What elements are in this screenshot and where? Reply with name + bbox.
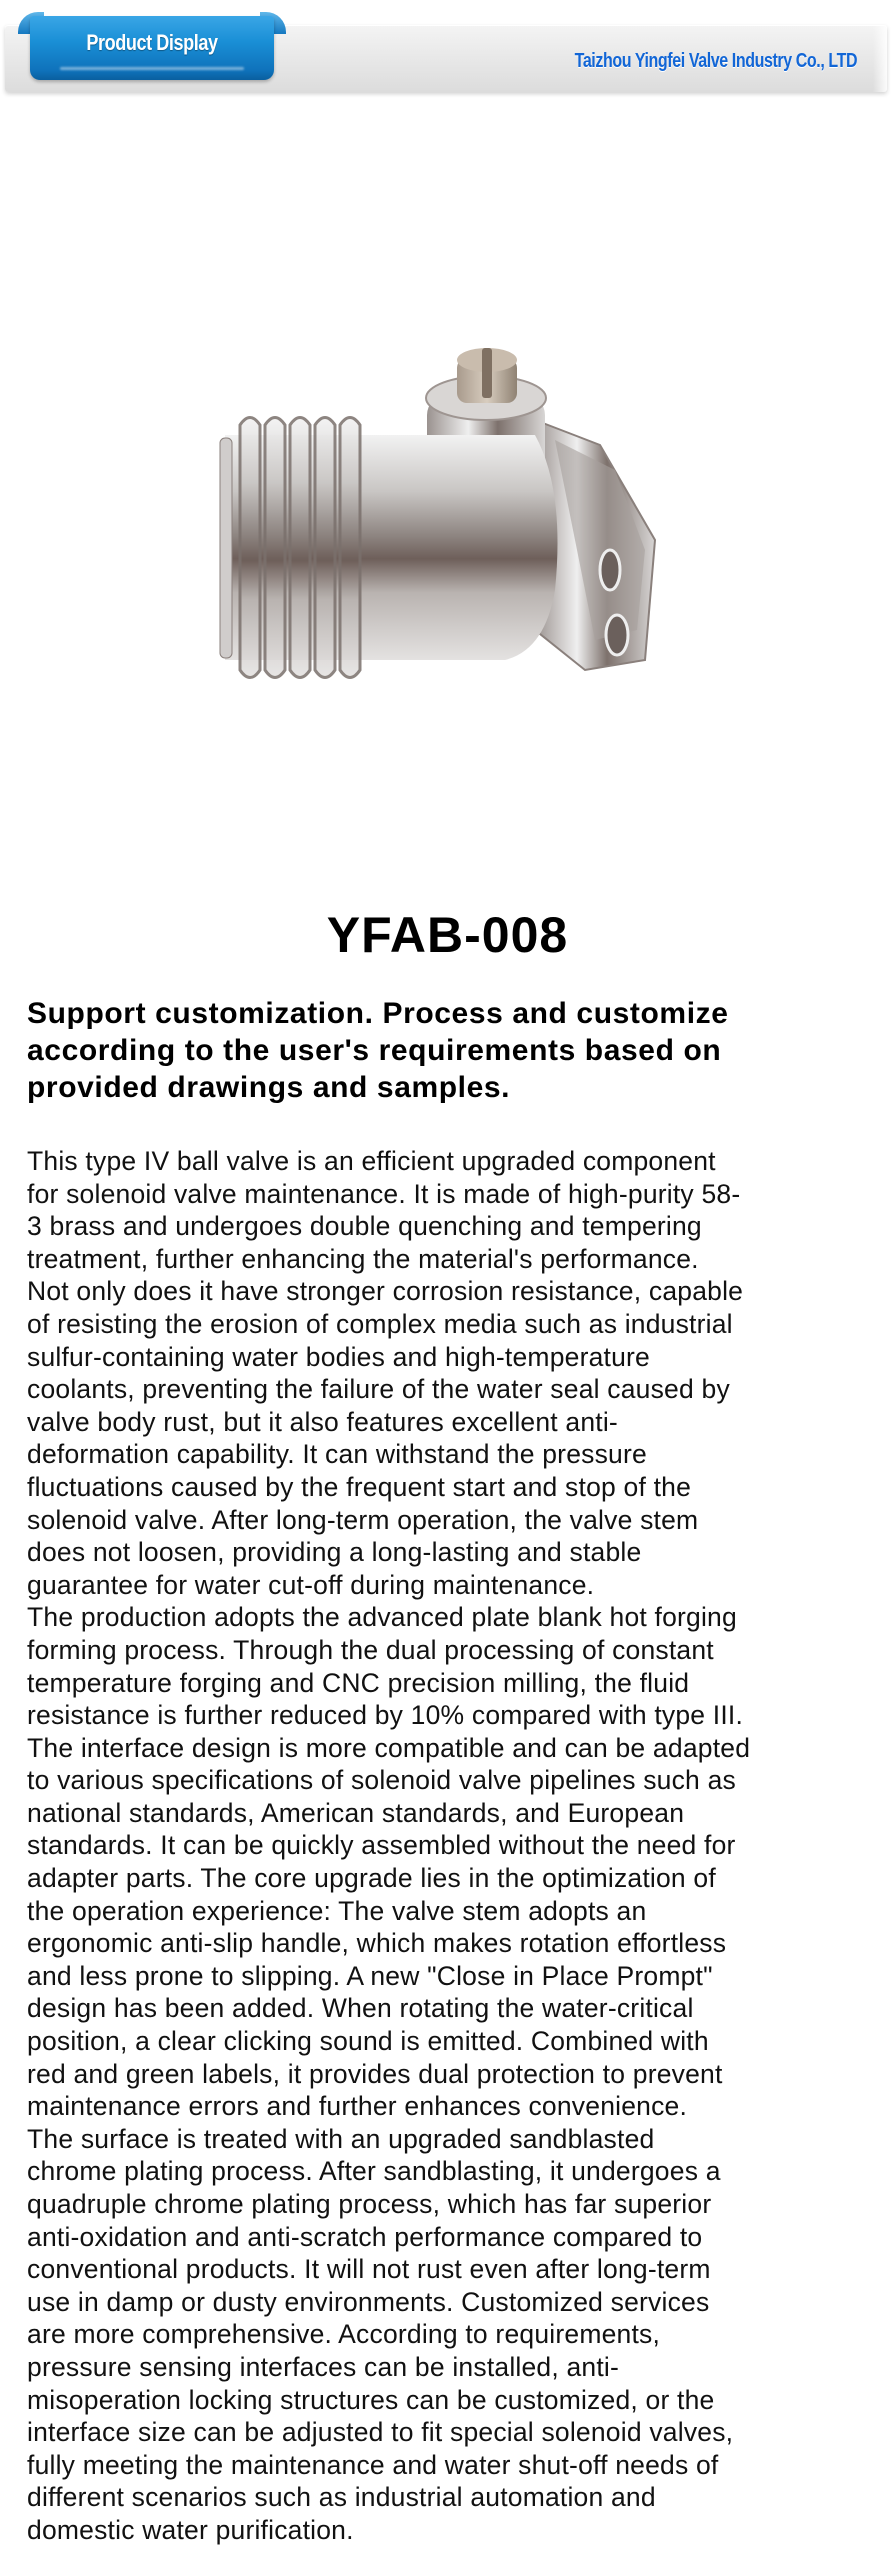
description-line: fully meeting the maintenance and water shut-off needs of xyxy=(27,2449,719,2480)
product-description xyxy=(27,1145,887,2547)
description-line: and less prone to slipping. A new "Close in Place Prompt" xyxy=(27,1960,713,1991)
description-line: quadruple chrome plating process, which has far superior xyxy=(27,2189,712,2219)
customization-subtitle xyxy=(27,995,877,1106)
description-line: domestic water purification. xyxy=(27,2514,354,2545)
description-line: The surface is treated with an upgraded sandblasted xyxy=(27,2123,655,2154)
description-line: design has been added. When rotating the water-critical xyxy=(27,1993,694,2024)
description-line: 3 brass and undergoes double quenching and tempering xyxy=(27,1211,702,1242)
company-name: Taizhou Yingfei Valve Industry Co., LTD xyxy=(574,50,857,72)
description-line: interface size can be adjusted to fit special solenoid valves, xyxy=(27,2417,734,2448)
description-line: solenoid valve. After long-term operation, the valve stem xyxy=(27,1504,699,1535)
subtitle-line: Support customization. Process and customize xyxy=(27,997,729,1030)
description-line: anti-oxidation and anti-scratch performance compared to xyxy=(27,2221,703,2252)
description-line: ergonomic anti-slip handle, which makes rotation effortless xyxy=(27,1928,727,1959)
description-line: coolants, preventing the failure of the water seal caused by xyxy=(27,1374,730,1405)
description-line: deformation capability. It can withstand the pressure xyxy=(27,1439,647,1470)
description-line: maintenance errors and further enhances convenience. xyxy=(27,2091,688,2122)
description-line: treatment, further enhancing the material's performance. xyxy=(27,1243,699,1274)
description-line: does not loosen, providing a long-lasting and stable xyxy=(27,1537,642,1568)
description-line: national standards, American standards, and European xyxy=(27,1797,685,1828)
description-line: sulfur-containing water bodies and high-temperature xyxy=(27,1341,650,1372)
description-line: standards. It can be quickly assembled without the need for xyxy=(27,1830,736,1861)
product-model-title: YFAB-008 xyxy=(326,907,569,963)
description-line: for solenoid valve maintenance. It is made of high-purity 58- xyxy=(27,1178,741,1209)
ribbon-body xyxy=(30,16,274,80)
description-line: Not only does it have stronger corrosion resistance, capable xyxy=(27,1276,744,1307)
valve-photo-icon xyxy=(205,330,690,720)
description-line: to various specifications of solenoid valve pipelines such as xyxy=(27,1765,736,1796)
description-line: The interface design is more compatible and can be adapted xyxy=(27,1732,751,1763)
description-line: the operation experience: The valve stem adopts an xyxy=(27,1895,647,1926)
section-ribbon xyxy=(18,12,286,80)
description-line: temperature forging and CNC precision milling, the fluid xyxy=(27,1667,690,1698)
description-line: The production adopts the advanced plate blank hot forging xyxy=(27,1602,737,1633)
description-line: adapter parts. The core upgrade lies in the optimization of xyxy=(27,1863,716,1894)
description-line: conventional products. It will not rust even after long-term xyxy=(27,2254,711,2285)
description-line: This type IV ball valve is an efficient upgraded component xyxy=(27,1146,716,1176)
description-line: guarantee for water cut-off during maintenance. xyxy=(27,1569,595,1600)
description-line: use in damp or dusty environments. Customized services xyxy=(27,2286,710,2317)
description-line: pressure sensing interfaces can be installed, anti- xyxy=(27,2351,620,2382)
description-line: misoperation locking structures can be customized, or the xyxy=(27,2384,715,2415)
description-line: forming process. Through the dual processing of constant xyxy=(27,1634,714,1665)
description-line: resistance is further reduced by 10% compared with type III. xyxy=(27,1700,744,1731)
product-image xyxy=(205,330,690,720)
description-line: valve body rust, but it also features excellent anti- xyxy=(27,1406,618,1437)
description-line: red and green labels, it provides dual protection to prevent xyxy=(27,2058,723,2089)
description-line: fluctuations caused by the frequent start and stop of the xyxy=(27,1471,692,1502)
description-line: different scenarios such as industrial automation and xyxy=(27,2482,656,2513)
subtitle-line: provided drawings and samples. xyxy=(27,1071,511,1104)
subtitle-line: according to the user's requirements based on xyxy=(27,1034,722,1067)
description-line: position, a clear clicking sound is emitted. Combined with xyxy=(27,2026,709,2057)
description-line: of resisting the erosion of complex media such as industrial xyxy=(27,1308,733,1339)
description-line: are more comprehensive. According to requirements, xyxy=(27,2319,661,2350)
section-title: Product Display xyxy=(86,30,218,55)
description-line: chrome plating process. After sandblasting, it undergoes a xyxy=(27,2156,721,2187)
